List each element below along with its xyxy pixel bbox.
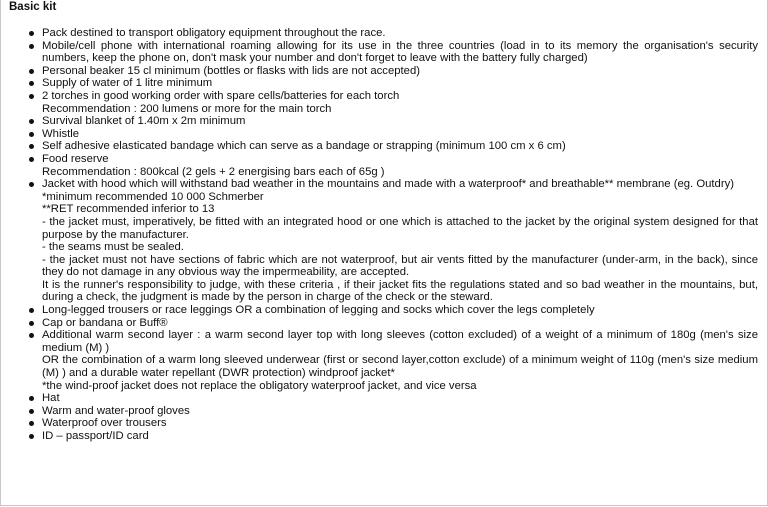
kit-item-text: Additional warm second layer : a warm second layer top with long sleeves (cotton excluded) of a weight of a minimum of 180g (men's size medium (M) ): [42, 329, 758, 354]
kit-item-detail: Recommendation : 200 lumens or more for the main torch: [42, 102, 332, 115]
kit-item-text: Personal beaker 15 cl minimum (bottles or flasks with lids are not accepted): [42, 64, 420, 77]
kit-list: [0, 27, 758, 443]
kit-item-detail: OR the combination of a warm long sleeved underwear (first or second layer,cotton exclude) of a minimum weight of 110g (men's size medium (M) ) and a durable water repellant (DWR protection) windproof jacket*: [42, 354, 758, 380]
kit-list-item: [42, 417, 758, 430]
kit-list-item: [42, 128, 758, 141]
kit-item-text: ID – passport/ID card: [42, 430, 149, 442]
kit-item-detail: *the wind-proof jacket does not replace the obligatory waterproof jacket, and vice versa: [42, 379, 477, 392]
kit-list-item: [42, 178, 758, 304]
kit-list-item: [42, 90, 758, 115]
kit-list-item: [42, 405, 758, 418]
kit-list-item: [42, 140, 758, 153]
section-title: Basic kit: [9, 1, 57, 13]
kit-item-text: Self adhesive elasticated bandage which can serve as a bandage or strapping (minimum 100 cm x 6 cm): [42, 140, 566, 153]
kit-list-item: [42, 77, 758, 90]
kit-item-text: Pack destined to transport obligatory equipment throughout the race.: [42, 27, 386, 39]
kit-item-text: Cap or bandana or Buff®: [42, 316, 168, 329]
kit-list-item: [42, 317, 758, 330]
kit-item-text: Warm and water-proof gloves: [42, 404, 190, 417]
kit-item-text: Survival blanket of 1.40m x 2m minimum: [42, 115, 246, 128]
kit-list-item: [42, 392, 758, 405]
kit-item-text: Whistle: [42, 127, 80, 140]
kit-item-text: 2 torches in good working order with spare cells/batteries for each torch: [42, 89, 400, 102]
kit-item-detail: Recommendation : 800kcal (2 gels + 2 energising bars each of 65g ): [42, 165, 385, 178]
kit-item-detail: *minimum recommended 10 000 Schmerber: [42, 190, 264, 203]
kit-item-detail: **RET recommended inferior to 13: [42, 203, 215, 216]
kit-list-item: [42, 115, 758, 128]
kit-list-item: [42, 153, 758, 178]
kit-list-item: [42, 65, 758, 78]
kit-item-detail: - the jacket must, imperatively, be fitted with an integrated hood or one which is attached to the jacket by the original system designed for that purpose by the manufacturer.: [42, 215, 758, 241]
kit-item-text: Supply of water of 1 litre minimum: [42, 77, 213, 90]
kit-list-item: [42, 304, 758, 317]
kit-item-text: Waterproof over trousers: [42, 417, 167, 430]
kit-list-item: [42, 27, 758, 40]
kit-list-item: [42, 40, 758, 65]
kit-item-text: Food reserve: [42, 152, 109, 165]
kit-item-text: Long-legged trousers or race leggings OR a combination of legging and socks which cover the legs completely: [42, 304, 595, 317]
kit-item-text: Hat: [42, 392, 60, 405]
kit-list-item: [42, 329, 758, 392]
kit-item-text: Jacket with hood which will withstand bad weather in the mountains and made with a waterproof* and breathable** membrane (eg. Outdry): [42, 178, 735, 191]
kit-list-item: [42, 430, 758, 443]
kit-item-text: Mobile/cell phone with international roaming allowing for its use in the three countries (load in to its memory the organisation's security numbers, keep the phone on, don't mask your number and don't forget to leave with the battery fully charged): [42, 39, 758, 65]
kit-item-detail: - the jacket must not have sections of fabric which are not waterproof, but air vents fitted by the manufacturer (under-arm, in the back), since they do not damage in any obvious way the impermeability, are accepted.: [42, 253, 758, 279]
kit-item-detail: It is the runner's responsibility to judge, with these criteria , if their jacket fits the regulations stated and so bad weather in the mountains, but, during a check, the judgment is made by the person in charge of the check or the steward.: [42, 278, 758, 304]
kit-item-detail: - the seams must be sealed.: [42, 241, 184, 254]
